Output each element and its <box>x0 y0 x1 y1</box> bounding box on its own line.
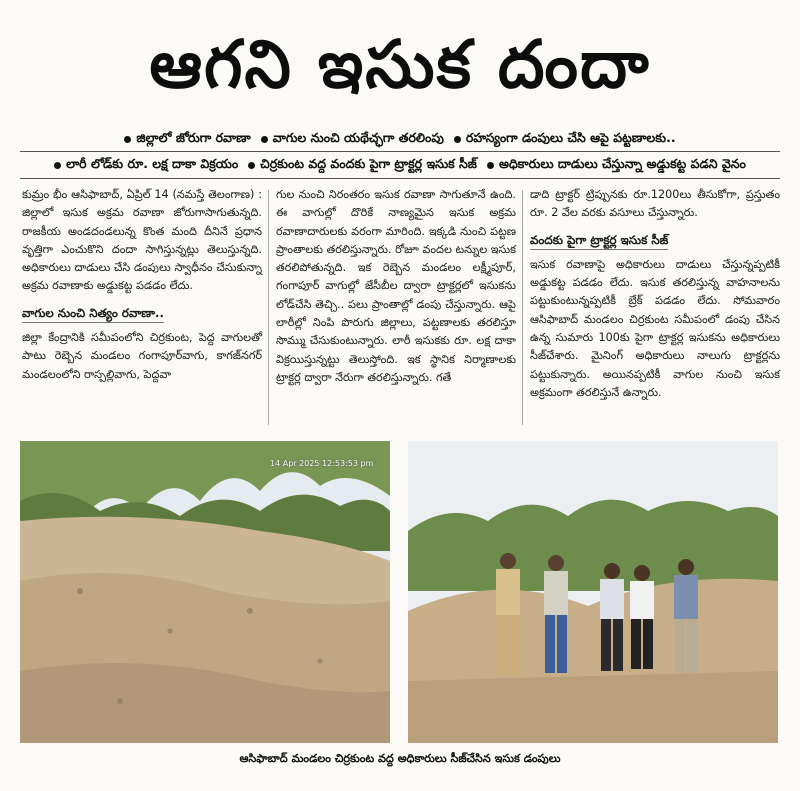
bullet-icon <box>454 136 461 143</box>
highlight-text: వాగుల నుంచి యథేచ్ఛగా తరలింపు <box>272 129 444 145</box>
article-paragraph: జిల్లా కేంద్రానికి సమీపంలోని చిర్రకుంట, పెద్ద వాగులతో పాటు రెబ్బెన మండలం గంగాపూర్‌వాగు, కాగజ్‌నగర్ మండలంలోని రాస్పల్లివాగు, పెద్దవా <box>22 331 262 381</box>
bullet-icon <box>248 162 255 169</box>
highlight-item <box>54 156 238 175</box>
highlight-item <box>261 130 444 149</box>
section-subhead: వందకు పైగా ట్రాక్టర్ల ఇసుక సీజ్ <box>530 231 668 250</box>
officials-photo <box>408 441 778 743</box>
bullet-icon <box>124 136 131 143</box>
highlight-text: లారీ లోడ్‌కు రూ. లక్ష దాకా విక్రయం <box>66 155 239 171</box>
article-paragraph: కుమ్రం భీం ఆసిఫాబాద్, ఏప్రిల్ 14 (నమస్తే తెలంగాణ) : జిల్లాలో ఇసుక అక్రమ రవాణా జోరుగాసాగుతున్నది. రాజకీయ అండదండలున్న కొంత మంది దీనినే ప్రధాన వృత్తిగా ఎంచుకొని దందా సాగిస్తున్నట్లు తెలుస్తున్నది. అధికారులు దాడులు చేసి డంపులు స్వాధీనం చేసుకున్నా అక్రమ రవాణాకు అడ్డుకట్ట పడడం లేదు. <box>22 188 262 293</box>
photo-timestamp: 14 Apr 2025 12:53:53 pm <box>270 459 374 468</box>
article-column-2 <box>276 186 516 391</box>
column-divider <box>268 190 269 425</box>
highlight-item <box>487 156 746 175</box>
highlights-row-1 <box>0 128 800 150</box>
article-paragraph: డాది ట్రాక్టర్ ట్రిప్పునకు రూ.1200లు తీసుకోగా, ప్రస్తుతం రూ. 2 వేల వరకు వసూలు చేస్తున్నారు. <box>530 188 780 220</box>
sand-dump-photo-1 <box>20 441 390 743</box>
article-column-3 <box>530 186 780 406</box>
highlight-item <box>124 130 250 149</box>
highlight-text: జిల్లాలో జోరుగా రవాణా <box>136 129 251 145</box>
bullet-icon <box>487 162 494 169</box>
highlight-item <box>248 156 477 175</box>
highlight-text: చిర్రకుంట వద్ద వందకు పైగా ట్రాక్టర్ల ఇసుక సీజ్ <box>260 155 477 171</box>
highlights-row-2 <box>0 154 800 176</box>
headline: ఆగని ఇసుక దందా <box>149 26 651 103</box>
article-column-1 <box>22 186 262 388</box>
sand-dump-illustration <box>20 441 390 743</box>
photo-caption: ఆసిఫాబాద్ మండలం చిర్రకుంట వద్ద అధికారులు సీజ్‌చేసిన ఇసుక డంపులు <box>239 752 561 765</box>
column-divider <box>522 190 523 425</box>
section-subhead: వాగుల నుంచి నిత్యం రవాణా.. <box>22 304 164 323</box>
divider <box>20 151 780 152</box>
divider <box>20 178 780 179</box>
bullet-icon <box>54 162 61 169</box>
highlight-text: రహస్యంగా డంపులు చేసి ఆపై పట్టణాలకు.. <box>465 129 676 145</box>
highlight-text: అధికారులు దాడులు చేస్తున్నా అడ్డుకట్ట పడని వైనం <box>498 155 746 171</box>
article-paragraph: ఇసుక రవాణాపై అధికారులు దాడులు చేస్తున్నప్పటికీ అడ్డుకట్ట పడడం లేదు. ఇసుక తరలిస్తున్న వాహనాలను పట్టుకుంటున్నప్పటికీ బ్రేక్ పడడం లేదు. సోమవారం ఆసిఫాబాద్ మండలం చిర్రకుంట సమీపంలో డంపు చేసిన ఉన్న సుమారు 100కు పైగా ట్రాక్టర్ల ఇసుకను అధికారులు సీజ్‌చేశారు. మైనింగ్ అధికారులు నాలుగు ట్రాక్టర్లను పట్టుకున్నారు. అయినప్పటికీ వాగుల నుంచి ఇసుక అక్రమంగా తరలిస్తునే ఉన్నారు. <box>530 257 780 399</box>
article-paragraph: గుల నుంచి నిరంతరం ఇసుక రవాణా సాగుతూనే ఉంది. ఈ వాగుల్లో దొరికే నాణ్యమైన ఇసుక అక్రమ రవాణాదారులకు వరంగా మారింది. ఇక్కడి నుంచి పట్టణ ప్రాంతాలకు తరలిస్తున్నారు. రోజూ వందల టన్నుల ఇసుక తరలిపోతున్నది. ఇక రెబ్బెన మండలం లక్ష్మీపూర్, గంగాపూర్ వాగుల్లో జేసీబీల ద్వారా ట్రాక్టర్లలో ఇసుకను లోడ్‌చేసి తెచ్చి.. పలు ప్రాంతాల్లో డంపు చేస్తున్నారు. ఆపై లారీల్లో నింపి పొరుగు జిల్లాలు, పట్టణాలకు తరలిస్తూ సొమ్ము చేసుకుంటున్నారు. లారీ ఇసుకకు రూ. లక్ష దాకా విక్రయిస్తున్నట్టు తెలుస్తోంది. ఇక స్థానిక నిర్మాణాలకు ట్రాక్టర్ల ద్వారా నేరుగా తరలిస్తున్నారు. గతే <box>276 188 516 384</box>
officials-illustration <box>408 441 778 743</box>
highlight-item <box>454 130 676 149</box>
bullet-icon <box>261 136 268 143</box>
